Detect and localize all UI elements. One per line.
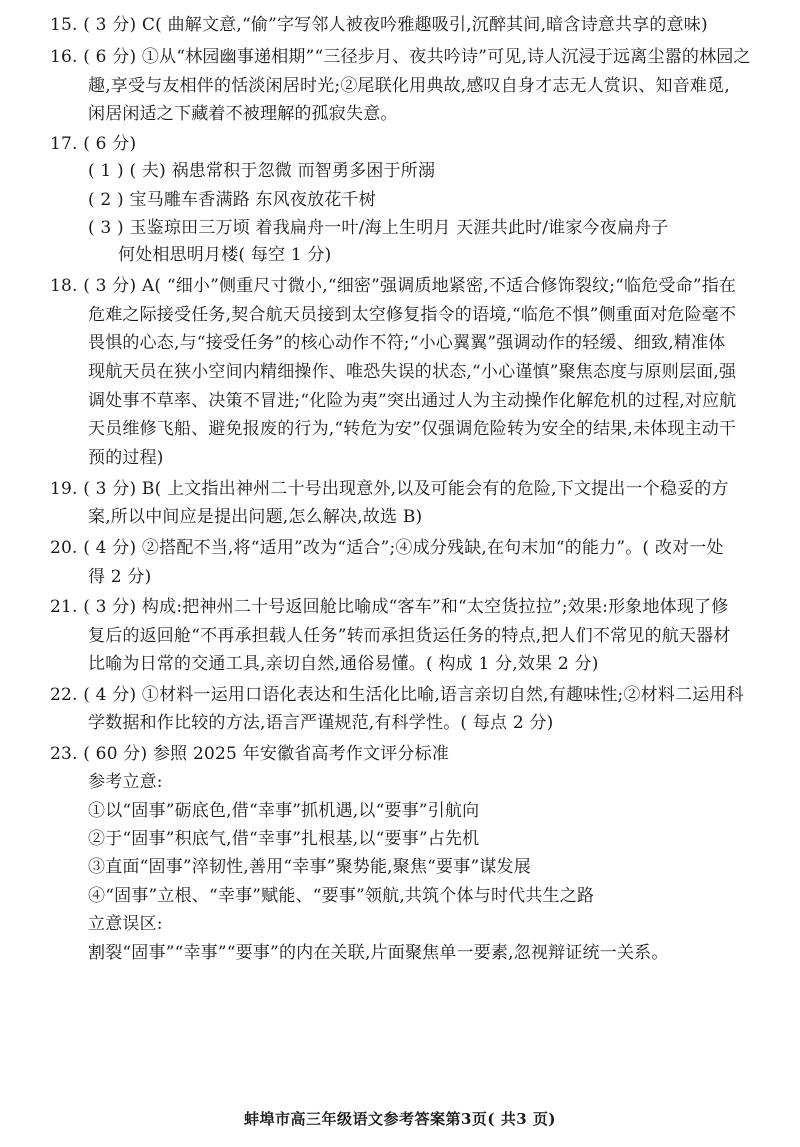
- q18-line-7: 预的过程): [88, 448, 164, 468]
- q23-theme-4: ④“固事”立根、“幸事”赋能、“要事”领航,共筑个体与时代共生之路: [88, 886, 595, 906]
- q23-heading: 23. ( 60 分) 参照 2025 年安徽省高考作文评分标准: [50, 744, 450, 764]
- q23-reference-label: 参考立意:: [88, 772, 163, 792]
- q18-line-4: 现航天员在狭小空间内精细操作、唯恐失误的状态,“小心谨慎”聚焦态度与原则层面,强: [88, 362, 737, 382]
- q20-line-2: 得 2 分): [88, 567, 152, 587]
- q18-line-6: 天员维修飞船、避免报废的行为,“转危为安”仅强调危险转为安全的结果,未体现主动干: [88, 419, 737, 439]
- q23-theme-3: ③直面“固事”淬韧性,善用“幸事”聚势能,聚焦“要事”谋发展: [88, 857, 531, 877]
- page-footer: 蚌埠市高三年级语文参考答案第3页( 共3 页): [243, 1110, 556, 1128]
- q17-item-3: ( 3 ) 玉鉴琼田三万顷 着我扁舟一叶/海上生明月 天涯共此时/谁家今夜扁舟子: [88, 218, 669, 238]
- q21-line-1: 21. ( 3 分) 构成:把神州二十号返回舱比喻成“客车”和“太空货拉拉”;效果:形象地体现了修: [50, 597, 729, 617]
- q18-line-5: 调处事不草率、决策不冒进;“化险为夷”突出通过人为主动操作化解危机的过程,对应航: [88, 391, 737, 411]
- q21-line-2: 复后的返回舱“不再承担载人任务”转而承担货运任务的特点,把人们不常见的航天器材: [88, 626, 731, 646]
- q20-line-1: 20. ( 4 分) ②搭配不当,将“适用”改为“适合”;④成分残缺,在句末加“的能力”。( 改对一处: [50, 538, 724, 558]
- q17-item-1: ( 1 ) ( 夫) 祸患常积于忽微 而智勇多困于所溺: [88, 161, 436, 181]
- q18-line-3: 畏惧的心态,与“接受任务”的核心动作不符;“小心翼翼”强调动作的轻缓、细致,精准体: [88, 333, 726, 353]
- q18-line-1: 18. ( 3 分) A( “细小”侧重尺寸微小,“细密”强调质地紧密,不适合修饰裂纹;“临危受命”指在: [50, 276, 737, 296]
- q19-line-2: 案,所以中间应是提出问题,怎么解决,故选 B): [88, 507, 423, 527]
- q16-line-2: 趣,享受与友相伴的恬淡闲居时光;②尾联化用典故,感叹自身才志无人赏识、知音难觅,: [88, 76, 730, 96]
- q21-line-3: 比喻为日常的交通工具,亲切自然,通俗易懂。( 构成 1 分,效果 2 分): [88, 654, 599, 674]
- q23-pitfall-text: 割裂“固事”“幸事”“要事”的内在关联,片面聚焦单一要素,忽视辩证统一关系。: [88, 943, 669, 963]
- q23-theme-1: ①以“固事”砺底色,借“幸事”抓机遇,以“要事”引航向: [88, 801, 480, 821]
- q18-line-2: 危难之际接受任务,契合航天员接到太空修复指令的语境,“临危不惧”侧重面对危险毫不: [88, 305, 737, 325]
- q23-theme-2: ②于“固事”积底气,借“幸事”扎根基,以“要事”占先机: [88, 829, 480, 849]
- q16-line-1: 16. ( 6 分) ①从“林园幽事递相期”“三径步月、夜共吟诗”可见,诗人沉浸于远离尘嚣的林园之: [50, 47, 751, 67]
- q17-heading: 17. ( 6 分): [50, 134, 137, 154]
- q22-line-2: 学数据和作比较的方法,语言严谨规范,有科学性。( 每点 2 分): [88, 713, 554, 733]
- q17-item-2: ( 2 ) 宝马雕车香满路 东风夜放花千树: [88, 190, 376, 210]
- q23-pitfall-label: 立意误区:: [88, 914, 163, 934]
- q15-line-1: 15. ( 3 分) C( 曲解文意,“偷”字写邻人被夜吟雅趣吸引,沉醉其间,暗含诗意共享的意味): [50, 15, 708, 35]
- q17-item-3-cont: 何处相思明月楼( 每空 1 分): [118, 245, 332, 265]
- q19-line-1: 19. ( 3 分) B( 上文指出神州二十号出现意外,以及可能会有的危险,下文提出一个稳妥的方: [50, 479, 729, 499]
- q16-line-3: 闲居闲适之下藏着不被理解的孤寂失意。: [88, 104, 398, 124]
- q22-line-1: 22. ( 4 分) ①材料一运用口语化表达和生活化比喻,语言亲切自然,有趣味性;②材料二运用科: [50, 685, 744, 705]
